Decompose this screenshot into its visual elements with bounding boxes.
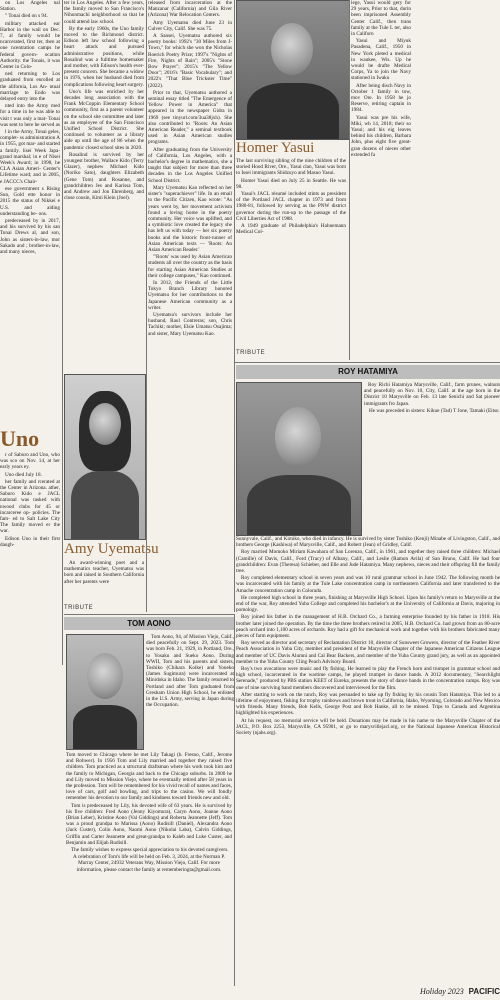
clothing (73, 705, 137, 750)
left-paragraph: predeceased by in 2017, and his survived by his san Tonai Drews al, and son, John as sisters-in-law, mor Sakado and ; brother-in-law, and many nieces, (0, 217, 60, 255)
roy-paragraph: He was preceded in sisters: Kikue (Tad) T Jone, Tamaki (Eitsu (369, 407, 499, 414)
face (271, 23, 313, 75)
homer-paragraph: Yasui was pre his wife, Miki, wh 14, 2018; their so Yasui; and his eig leaves behind his children, Barbara John, plus eight five great-gran dozens of nieces other extended fa (351, 114, 411, 158)
roy-paragraph: He completed high school in three years, finishing at Marysville High School. Upon his family's return to Marysville at the end of the war, Roy attended Yuba College and completed his bachelor's at the University of California at Davis, majoring in pomology. (236, 594, 500, 614)
roy-hatamiya-heading: ROY HATAMIYA (236, 365, 500, 379)
tom-paragraph: Tom Aono, 94, of Mission Viejo, Calif., died peacefully on Sept. 29, 2023. Tom was born Feb. 21, 1929, in Portland, Ore., to Yosaku and Sueko Aono. During WWII, Tom and his parents and sisters, Toshiko (Chikara Koike) and Yoneko (James Sugimura) were incarcerated at Minidoka in Idaho. The family returned to Portland and after Tom graduated from Gresham Union High School, he enlisted in the U.S. Army, serving in Japan during the Occupation. (146, 634, 234, 709)
tom-paragraph: The family wishes to express special appreciation to his devoted caregivers. (71, 847, 229, 854)
roy-paragraph: Roy completed elementary school in seven years and was 10 rural grammar school in June 1942. The following month he was incarcerated with his family at the Tule Lake concentration camp in northeastern California and later transferred to the Amache concentration camp in Colorado. (236, 575, 500, 594)
section-divider (64, 614, 234, 615)
uno-paragraph: Uno's life was enriched by her decades long association with the Frank McCoppin Elementary School community, first as a parent volunteer on the school site committee and later as an employee of the San Francisco Unified School District. She continued to volunteer as a library aide up until the age of 86 when the pandemic closed school sites in 2020. (64, 88, 144, 151)
left-paragraph: ned returning to Los graduated from enrolled at the alifornia, Los An- ntual marriage to Endo was delayed entry into the (0, 71, 60, 103)
left-paragraph: on Los Angeles nal Station. (0, 0, 60, 13)
uno-paragraph: Edison Uno in their first daugh- (0, 535, 60, 548)
left-column-text (0, 0, 60, 422)
amy-headline: Amy Uyematsu (64, 541, 159, 557)
column-divider (62, 0, 63, 665)
tribute-label: TRIBUTE (236, 350, 266, 356)
amy-paragraph: Mary Uyematsu Kao reflected on her sister's "superachiever" life. In an email to the Pacific Citizen, Kao wrote: "As years went by, her movement activism found a loving home in the poetry community. Her voice was uplifted, and a symbiotic love created the legacy she has left us with today — her six poetry books and the historic front-runner of Asian American texts — 'Roots: An Asian American Reader.' (148, 184, 232, 253)
left-paragraph: nted into the Army med for a time in he was able to visit t was only a mat- Tonai was sent to here he served as (0, 103, 60, 128)
clothing (247, 83, 339, 140)
homer-paragraph: Homer Yasui died on July 25 in Seattle. He was 98. (236, 177, 346, 190)
face (87, 653, 123, 699)
tom-body-beside (146, 634, 234, 750)
column-divider (146, 0, 147, 612)
tom-aono-photo (66, 634, 144, 750)
amy-paragraph: Uyematsu's survivors include her husband, Raul Contreras; son, Chris Tachiki; mother, Elsie Umatsu Osajima; and sister, Mary Uyematsu Kao. (148, 311, 232, 337)
amy-paragraph: Amy Uyematsu died June 23 in Culver City, Calif. She was 75. (148, 19, 232, 32)
roy-body-beside (364, 382, 500, 534)
uno-paragraph: her family and rcerated at the Center in Arizona. ather, Saburo Kido e JACL national was tasked with nwood clubs for 45 or incarceree op- policies. The fam- ed to Salt Lake City The family moved er the war. (0, 478, 60, 535)
homer-paragraph: Yasui's JACL résumé included stints as president of the Portland JACL chapter in 1973 and from 1980-81, followed by serving as the PNW district governor during the run-up to the passage of the Civil Liberties Act of 1988. (236, 191, 346, 222)
amy-paragraph: After graduating from the University of California, Los Angeles, with a bachelor's degree in mathematics, she a taught that subject for more than three decades in the Los Angeles Unified School District. (148, 146, 232, 184)
clothing (71, 471, 139, 540)
issue-label: Holiday 2023 (420, 987, 464, 996)
homer-yasui-photo (236, 0, 350, 140)
homer-body (236, 158, 346, 356)
homer-paragraph: After being disch Navy in October 1 family in tow, mov Ore. In 1958 he jo Reserve, retiring captain in 1984. (351, 82, 411, 114)
uno-paragraph: Rosalind is survived by her youngest brother, Wallace Kido (Terry Glazer), nephew Michael Kido (Noriko Sato), daughters Elizabeth (Gene Tom) and Rosanne, and grandchildren Jes and Karissa Tom, and Andrew and Jon Ehrenberg, and close cousin, Kimi Klein (Joel). (64, 151, 144, 202)
amy-paragraph: released from incarceration at the Manzanar (California) and Gila River (Arizona) War Relocation Centers. (148, 0, 232, 19)
column-divider (349, 0, 350, 360)
homer-paragraph: The last surviving sibling of the nine children of the storied Hood River, Ore., Yasui clan, Yasui was born to Issei immigrants Shidzuyo and Masuo Yasui. (236, 158, 346, 177)
roy-paragraph: At his request, no memorial service will be held. Donations may be made in his name to the Marysville Chapter of the JACL, P.O. Box 2253, Marysville, CA 95901, or go to marysvillejacl.org, or the National Japanese American Historical Society (njahs.org). (236, 717, 500, 737)
face (275, 407, 321, 467)
tom-paragraph: Tom is predeceased by Lily, his devoted wife of 63 years. He is survived by his five children: Fred Aono (Jenny Kiyomura), Caryn Aono, Joanne Aono (Brian Leber), Kristine Aono (Val Giddings) and Roberta Jeannette (Jeff). Tom was a proud grandpa to Marissa (Aono) Rudisill (Daniel), Alexandra Aono (Jack Custer), Colin Aono, Naomi Aono (Nikolai Laba), Calvin Giddings, Griffin and Carter Jeannette and great-grandpa to Kaleb and Luke Custer, and Benjamin and Elijah Rudisill. (66, 802, 232, 846)
uno-paragraph: By the early 1960s, the Uno family moved to the Richmond district. Edison left law school following a heart attack and pursued administrative positions, while Rosalind was a fulltime homemaker and mother, with Edison's health ever-present concern. She became a widow in 1976, when her husband died from complications following heart surgery. (64, 25, 144, 88)
amy-paragraph: A Sansei, Uyematsu authored six poetry books: 1992's "30 Miles from J-Town," for which she won the Nicholas Roerich Poetry Prize; 1997's "Nights of Fire, Nights of Rain"; 2005's "Stone Bow Prayer"; 2015's "The Yellow Door"; 2016's "Basic Vocabulary"; and 2022's "That Blue Trickster Time" (2022). (148, 33, 232, 89)
uno-paragraph: Uno died July 18. (5, 471, 42, 478)
amy-paragraph: In 2012, the Friends of the Little Tokyo Branch Library honored Uyematsu for her contributions to the Japanese American community as a writer. (148, 279, 232, 311)
left-paragraph: " Tonai died on s 94. (5, 13, 48, 20)
amy-uyematsu-photo (64, 374, 146, 540)
roy-paragraph: Roy served as director and secretary of Reclamation District 10, director of Sunsweet Growers, director of the Feather River Peach Association in Yuba City, member and president of the Marysville Chapter of the Japanese American Citizens League and member of UC Davis Alumni and Cal Bear Backers, and member of the Yuba County grand jury, as well as an appointed member to the Yuba County Cling Peach Advisory Board. (236, 640, 500, 665)
left-paragraph: military attacked ear Harbor in the wail on Dec. 7, al family would be ncarcerated, first ter, then at one ncentration camps he federal govern- ocation Authority. the Tonais, it was Center in Colo- (0, 20, 60, 71)
column-divider (234, 0, 235, 612)
homer-paragraph: Yasui and Miyuk Pasadena, Calif., 1950 in New York pleted a medical in waukee, Wis. Up he would be drafte Medical Corps, Ya to join the Navy stationed in Iwaku (351, 38, 411, 82)
homer-paragraph: lege, Yasui would gery for 29 years, Prior to that, durin been imprisoned Assembly Center Calif., then trans family at the Tule L ter, also in Californ (351, 0, 411, 38)
homer-headline: Homer Yasui (236, 140, 315, 156)
roy-paragraph: After starting to work on the ranch, Roy was persuaded to take up fly fishing by his cousin Tom Hatamiya. This led to a lifetime of enjoyment, fishing for trophy rainbows and brown trout in California, Idaho, Wyoming, Colorado and New Mexico with friends. Many friends, Bob Kells, George Post and Bob Hanke, all to be missed. Trips to Canada and Argentina highlighted his experiences. (236, 691, 500, 717)
amy-body (148, 0, 232, 612)
tom-body (66, 752, 232, 982)
tom-aono-heading: TOM AONO (64, 617, 234, 630)
tom-paragraph: A celebration of Tom's life will be held on Feb. 3, 2024, at the Norman P. Murray Center, 24932 Veterans Way, Mission Viejo, Calif. For more information, please contact the family at rememberingta@gmail.com. (73, 854, 225, 873)
roy-hatamiya-photo (236, 382, 362, 536)
publication-name: PACIFIC (468, 987, 500, 996)
roy-body (236, 536, 500, 982)
roy-paragraph: Roy joined his father in the management of H.B. Orchard Co., a farming enterprise founded by his father in 1918. His brother later joined the operation. By the time the three brothers retired in 2005, H.B. Orchard Co. had grown from an 80-acre peach orchard into 1,100 acres of orchards. Roy had a gift for mechanical work and together with his brothers fabricated many pieces of farm equipment. (236, 614, 500, 640)
face (89, 403, 121, 445)
uno-body-continued (64, 0, 144, 372)
amy-paragraph: "'Roots' was used by Asian American students all over the country as the basis for starting Asian American Studies at their college campuses," Kao continued. (148, 254, 232, 279)
left-paragraph: ese government s Rising Sun, Gold ette honor in 2015 the status of Nikkei e U.S. and aiding understanding be- ons. (0, 185, 60, 217)
roy-paragraph: Sunnyvale, Calif., and Kimiko, who died in infancy. He is survived by sister Toshiko (Kenji) Minabe of Livingston, Calif., and brothers George (Kashiwa) of Marysville, Calif., and Robert (Jean) of Gridley, Calif. (236, 536, 500, 549)
roy-paragraph: Roy Richi Hatamiya Marysville, Calif., farm prunes, walnuts and peacefully on Nov. 10, City, Calif. at the age born in the District 10 Marysville on Feb. 13 late Senichi and Sat pioneer immigrants fro Japan. (364, 382, 500, 407)
uno-paragraph: r of Saburo and Uno, who was sco on Nov. 14, at her early years ey. (0, 452, 60, 471)
roy-paragraph: Roy's two avocations were music and fly fishing. He learned to play the French horn and trumpet in grammar school and high school, incarcerated in the wartime camps, he played trumpet in dance bands. A 2012 documentary, "Searchlight Serenade," produced by PBS station KEET of Eureka, presents the story of dance bands in the concentration camps. Roy was one of nine surviving band members discovered and interviewed for the film. (236, 666, 500, 691)
left-paragraph: l in the Army, Tonai geles, complet- ss administration A in 1955, got mar- and started a family. lisei Week Japa- grand marshal; in e of Nisei Week's Award; in 1998, he CLA Asian Ameri- Center's Lifetime ward; and in 2005, e JACCC's Chair- (0, 129, 60, 185)
section-divider (234, 362, 500, 363)
homer-paragraph: A 1949 graduate of Philadelphia's Hahnemann Medical Col- (236, 223, 346, 236)
roy-paragraph: Roy married Momoko Miriam Kawahara of San Lorenzo, Calif., in 1961, and together they raised three children: Michael (Camille) of Davis, Calif., Ford (Tracy) of Albany, Calif., and Leslie (Ramon Avila) of San Bruno, Calif. He had four grandchildren: Evan (Theresa) Schieber, and Elle and Jude Hatamiya. Many nephews, nieces and their offspring fill the family tree. (236, 549, 500, 575)
amy-paragraph: Prior to that, Uyematsu authored a seminal essay titled "The Emergence of Yellow Power in America" that appeared in the newspaper Gidra in 1969 (see tinyurl.com/3ua38jxh). She also contributed to "Roots: An Asian American Reader," a seminal textbook used in Asian American studies programs. (148, 89, 232, 146)
column-divider (234, 614, 235, 986)
uno-headline: Uno (0, 426, 40, 451)
amy-lead (64, 560, 144, 602)
tribute-label: TRIBUTE (64, 605, 94, 611)
tom-paragraph: Tom moved to Chicago where he met Lily Takagi (b. Fresno, Calif., Jerome and Rohwer). In 1956 Tom and Lily married and together they raised five children. Tom practiced as a structural draftsman where his work took him and the family to Michigan, Georgia and back to the Chicago suburbs. In 2000 he and Lily moved to Mission Viejo, where he eventually retired after 58 years in the profession. Tom will be remembered for his vivid recall of names and faces, love of cars, golf and bowling, and trips to the casino. We will fondly remember his devotion to our family and kindness toward friends new and old. (66, 752, 232, 802)
uno-body-left (0, 452, 60, 662)
clothing (247, 475, 351, 536)
homer-body-continued (351, 0, 411, 357)
uno-paragraph: ter in Los Angeles. After a few years, the family moved to San Francisco's Nihonmachi neighborhood so that he could attend law school. (64, 0, 144, 25)
amy-lead-paragraph: An award-winning poet and a mathematics teacher, Uyematsu was born and raised in Southern California after her parents were (64, 560, 144, 585)
